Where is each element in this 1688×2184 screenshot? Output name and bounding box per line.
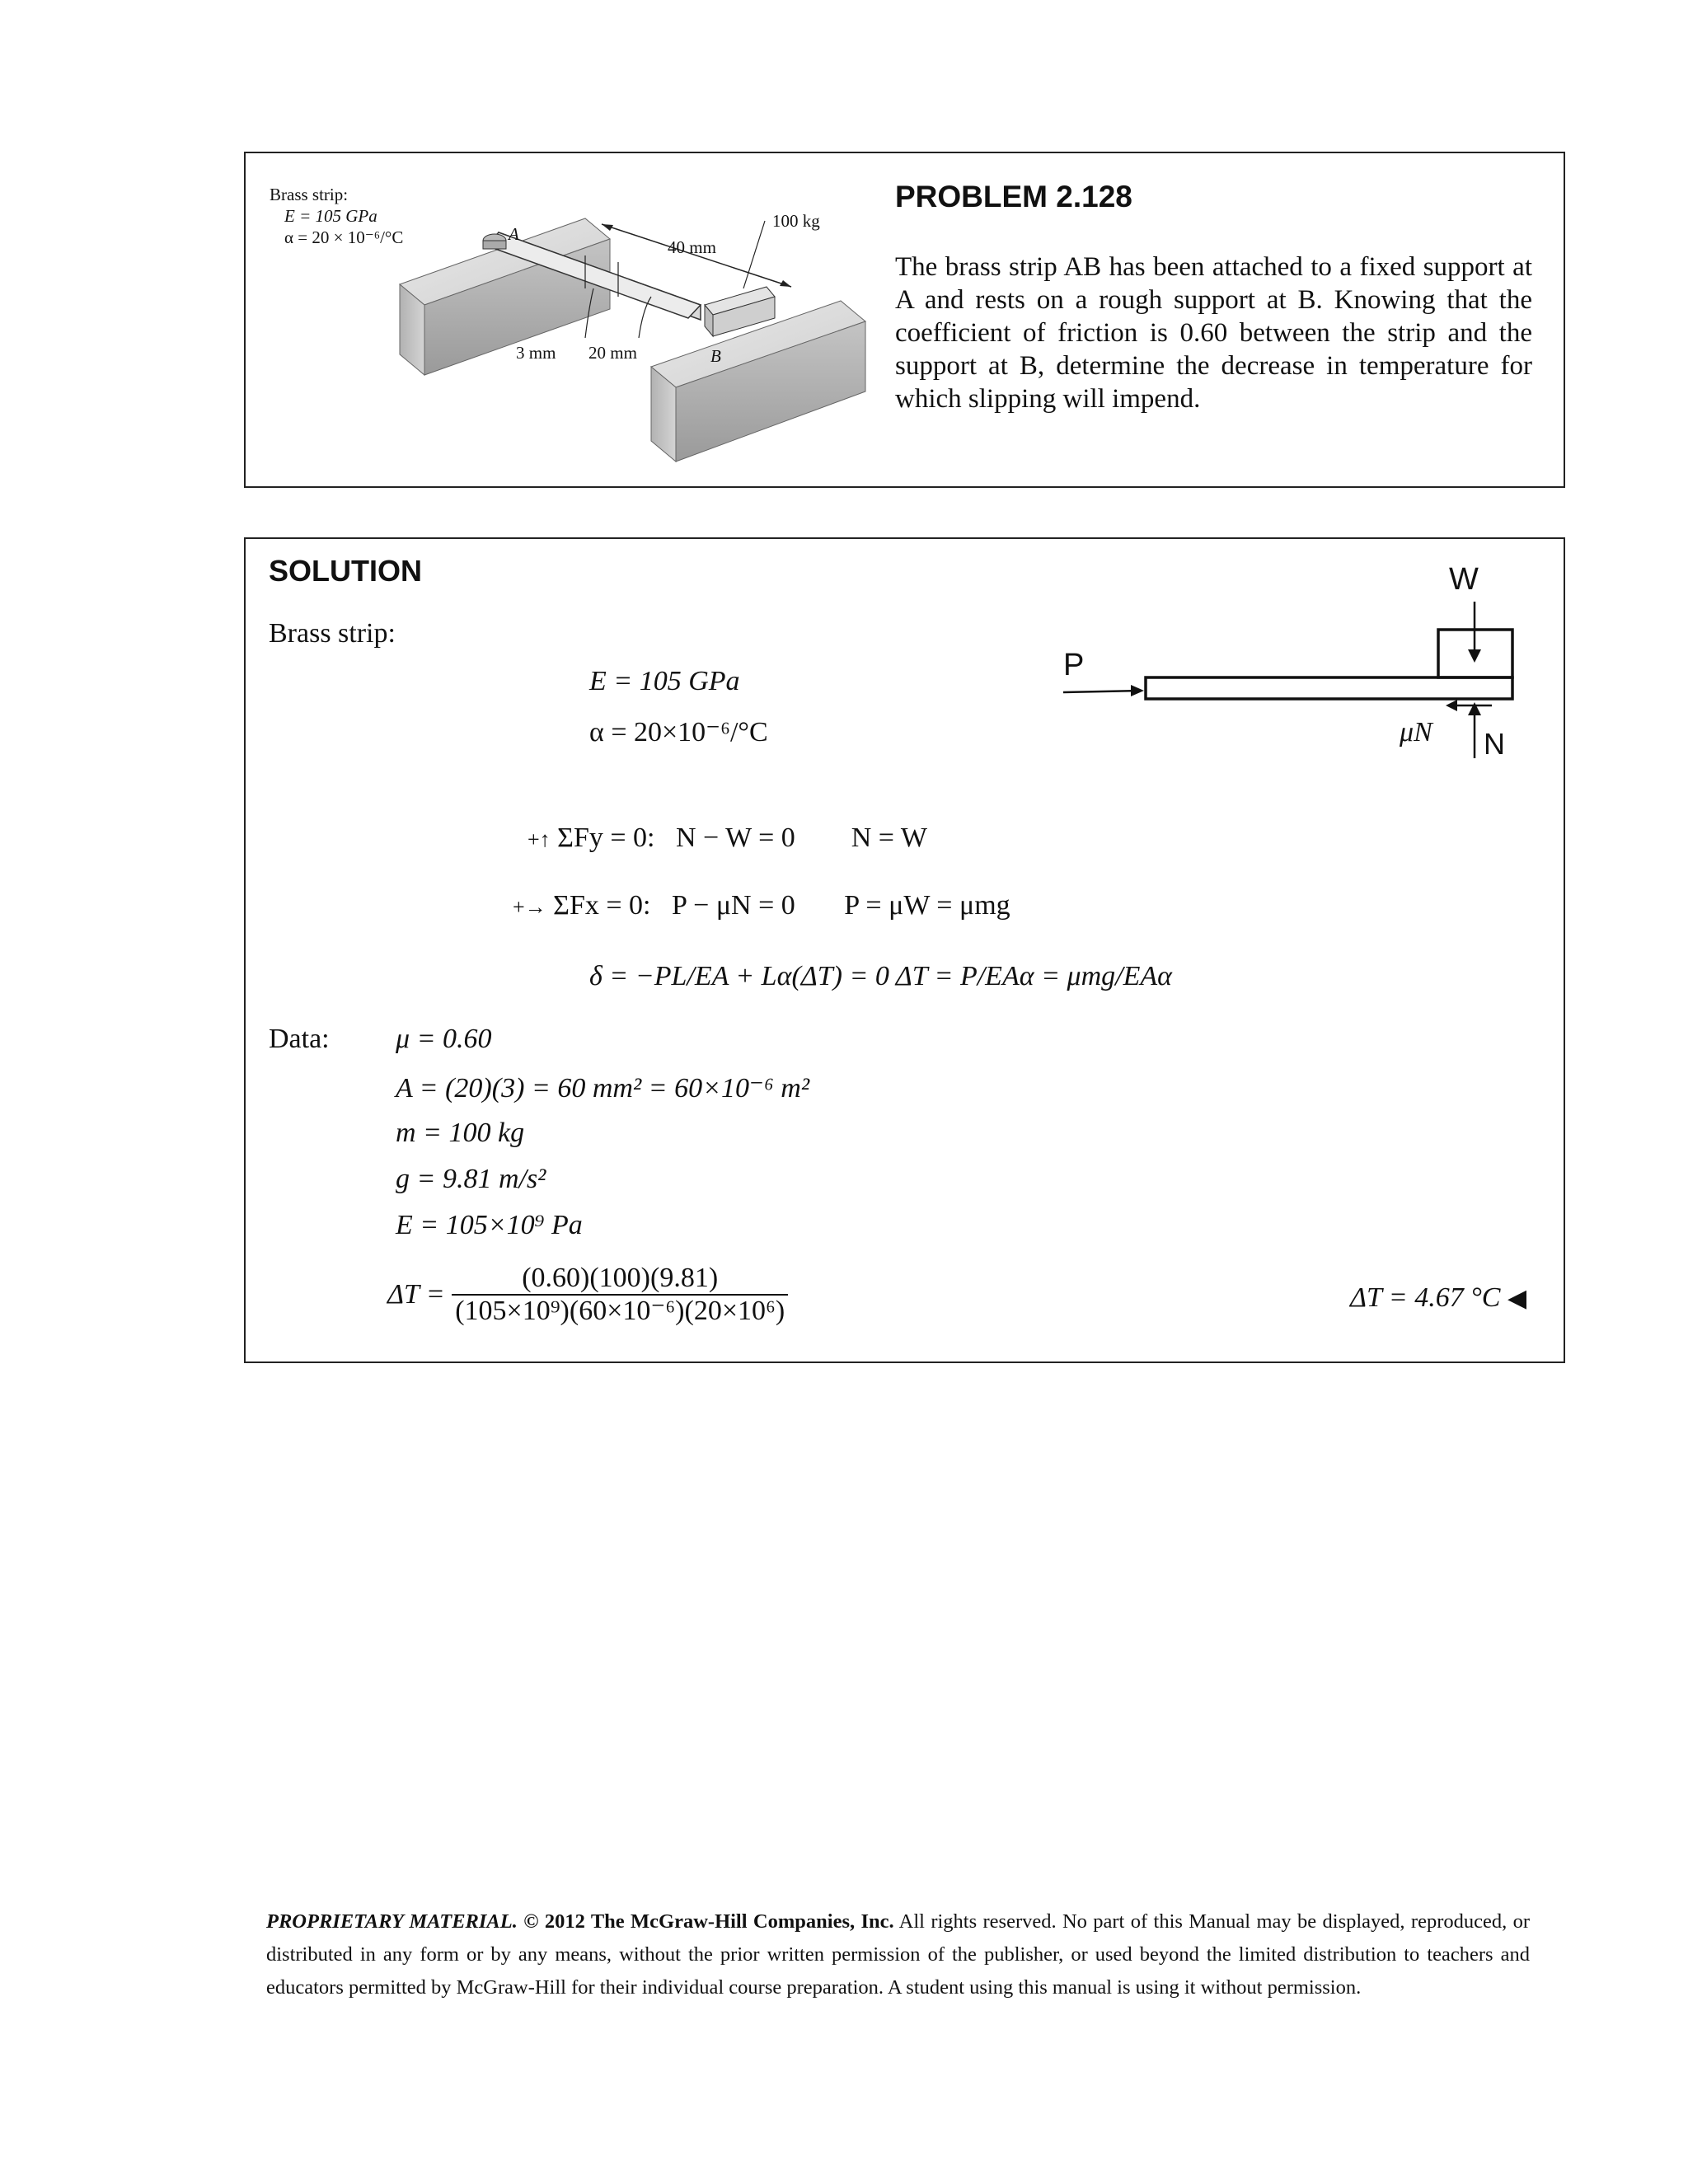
figure-dim-3mm: 3 mm [516,343,556,363]
equation-sum-fy-text: ΣFy = 0: N − W = 0 N = W [557,823,927,853]
solution-alpha-value: α = 20×10⁻⁶/°C [589,717,768,748]
equation-sum-fy [528,823,927,854]
data-mu: μ = 0.60 [396,1024,492,1054]
solution-intro: Brass strip: [269,618,396,649]
final-fraction [452,1263,788,1327]
equation-delta: δ = −PL/EA + Lα(ΔT) = 0 ΔT = P/EAα = μmg/EAα [589,961,1172,991]
equation-sum-fx [513,890,1010,921]
data-gravity: g = 9.81 m/s² [396,1164,546,1194]
solution-title: SOLUTION [269,554,422,588]
data-modulus: E = 105×10⁹ Pa [396,1210,583,1240]
fbd-w-arrowhead [1468,649,1481,663]
positive-up-icon: +↑ [528,827,551,851]
figure-e-value: E = 105 GPa [284,206,377,226]
equation-sum-fx-text: ΣFx = 0: P − μN = 0 P = μW = μmg [553,890,1010,921]
fbd-n-arrowhead [1468,702,1481,715]
fbd-label-friction: μN [1400,717,1432,748]
fbd-friction-arrowhead [1446,700,1457,711]
data-label: Data: [269,1024,330,1054]
figure-label-a: A [509,224,519,244]
fbd-label-w: W [1449,562,1479,597]
figure-label-b: B [710,346,721,366]
answer-value: ΔT = 4.67 °C [1350,1282,1501,1313]
figure-mass-label: 100 kg [772,211,820,231]
footer-lead: PROPRIETARY MATERIAL. [266,1910,518,1933]
figure-dim-20mm: 20 mm [588,343,637,363]
data-area: A = (20)(3) = 60 mm² = 60×10⁻⁶ m² [396,1073,810,1104]
positive-right-icon: +→ [513,895,546,919]
final-numerator: (0.60)(100)(9.81) [452,1263,788,1296]
figure-dim-40mm: 40 mm [668,237,716,257]
footer-copyright: © 2012 The McGraw-Hill Companies, Inc. [523,1910,894,1933]
final-answer [1350,1282,1526,1314]
fbd-p-arrowhead [1131,685,1144,696]
footer-text: All rights reserved. No part of this Manual may be displayed, reproduced, or distributed in any form or by any means, without the prior written permission of the publisher, or used beyond the limited distribution to teachers and educators permitted by McGraw-Hill for their individual course preparation. A student using this manual is using it without permission. [266,1910,1530,1999]
data-mass: m = 100 kg [396,1118,525,1148]
figure-alpha-value: α = 20 × 10⁻⁶/°C [284,227,404,247]
problem-title: PROBLEM 2.128 [895,180,1132,213]
copyright-footer [266,1905,1530,2004]
fbd-p-line [1063,691,1142,692]
fbd-label-n: N [1484,727,1505,761]
final-denominator: (105×10⁹)(60×10⁻⁶)(20×10⁶) [455,1296,785,1326]
solution-e-value: E = 105 GPa [589,666,740,696]
dim-arrowhead [602,224,613,231]
figure-heading: Brass strip: [270,185,349,204]
fbd-label-p: P [1063,648,1085,682]
final-computation [387,1263,788,1327]
fbd-strip [1146,677,1512,699]
problem-statement: The brass strip AB has been attached to a fixed support at A and rests on a rough support at B. Knowing that the coefficient of friction is 0.60 between the strip and the support at B, determine the decrease in temperature for which slipping will impend. [895,252,1532,414]
leader-100kg [743,221,765,288]
final-lhs: ΔT = [387,1279,445,1310]
bolt-a-body [483,241,506,249]
answer-marker-icon: ◀ [1507,1285,1527,1312]
dim-arrowhead [780,280,791,287]
